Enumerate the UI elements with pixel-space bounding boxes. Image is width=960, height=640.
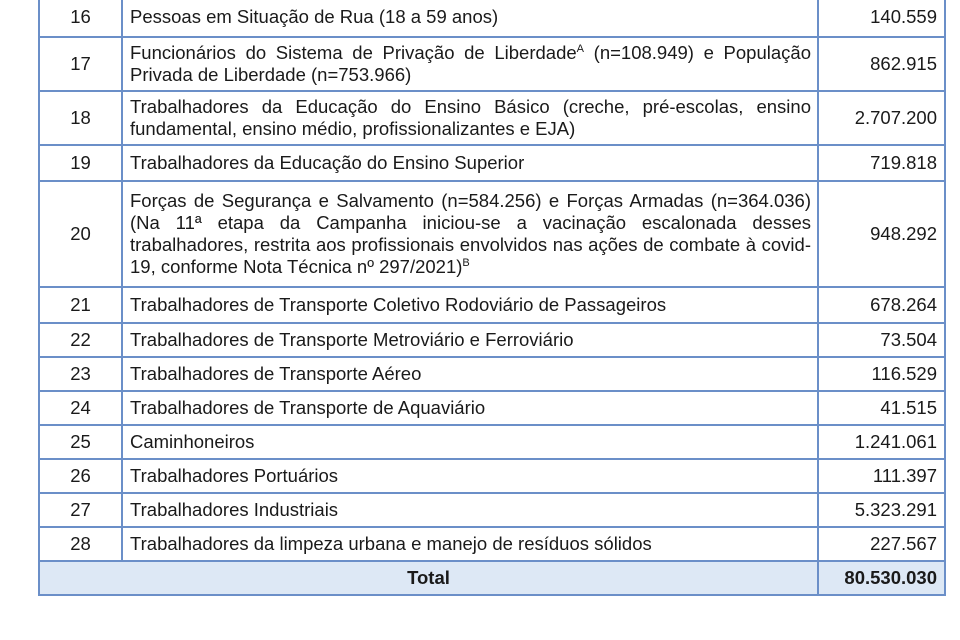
description-text: Trabalhadores de Transporte Aéreo	[130, 363, 422, 384]
description-text: Pessoas em Situação de Rua (18 a 59 anos)	[130, 6, 499, 27]
row-description	[122, 493, 818, 527]
table-row	[39, 181, 945, 287]
row-description	[122, 323, 818, 357]
description-text: Trabalhadores Industriais	[130, 499, 339, 520]
row-value: 719.818	[818, 145, 945, 181]
row-description	[122, 37, 818, 91]
row-description	[122, 425, 818, 459]
row-value: 227.567	[818, 527, 945, 561]
row-value: 2.707.200	[818, 91, 945, 145]
table-row	[39, 0, 945, 37]
row-value: 41.515	[818, 391, 945, 425]
table-row	[39, 459, 945, 493]
row-value: 1.241.061	[818, 425, 945, 459]
description-text-tail: (n=108.949) e População Privada de Liberdade (n=753.966)	[130, 42, 811, 85]
row-description	[122, 145, 818, 181]
description-text: Caminhoneiros	[130, 431, 255, 452]
table-row	[39, 145, 945, 181]
row-number: 18	[39, 91, 122, 145]
row-description	[122, 391, 818, 425]
table-body	[39, 0, 945, 595]
total-row	[39, 561, 945, 595]
row-description	[122, 459, 818, 493]
description-text: Trabalhadores de Transporte de Aquaviário	[130, 397, 486, 418]
row-number: 22	[39, 323, 122, 357]
row-description	[122, 181, 818, 287]
table-row	[39, 527, 945, 561]
table-row	[39, 357, 945, 391]
row-description	[122, 0, 818, 37]
row-value: 111.397	[818, 459, 945, 493]
row-number: 19	[39, 145, 122, 181]
description-text: Trabalhadores da Educação do Ensino Superior	[130, 152, 525, 173]
row-value: 862.915	[818, 37, 945, 91]
table-row	[39, 323, 945, 357]
row-description	[122, 287, 818, 323]
table-row	[39, 287, 945, 323]
row-description	[122, 527, 818, 561]
description-text: Funcionários do Sistema de Privação de Liberdade	[130, 42, 577, 63]
row-number: 21	[39, 287, 122, 323]
row-number: 17	[39, 37, 122, 91]
row-number: 27	[39, 493, 122, 527]
row-number: 25	[39, 425, 122, 459]
row-value: 5.323.291	[818, 493, 945, 527]
description-text: Trabalhadores Portuários	[130, 465, 339, 486]
description-text: Trabalhadores de Transporte Metroviário e Ferroviário	[130, 329, 574, 350]
row-number: 23	[39, 357, 122, 391]
row-description	[122, 91, 818, 145]
description-text: Forças de Segurança e Salvamento (n=584.256) e Forças Armadas (n=364.036) (Na 11ª etapa da Campanha iniciou-se a vacinação escalonada desses trabalhadores, restrita aos profissionais envolvidos nas ações de combate à covid-19, conforme Nota Técnica nº 297/2021)	[130, 190, 811, 277]
total-label: Total	[39, 561, 818, 595]
table-row	[39, 391, 945, 425]
footnote-marker: A	[576, 43, 585, 55]
description-text: Trabalhadores da limpeza urbana e manejo de resíduos sólidos	[130, 533, 652, 554]
description-text: Trabalhadores de Transporte Coletivo Rodoviário de Passageiros	[130, 294, 667, 315]
total-value: 80.530.030	[818, 561, 945, 595]
row-value: 73.504	[818, 323, 945, 357]
table-row	[39, 91, 945, 145]
table-row	[39, 425, 945, 459]
row-number: 26	[39, 459, 122, 493]
row-number: 16	[39, 0, 122, 37]
priority-groups-table	[38, 0, 946, 596]
footnote-marker: B	[462, 257, 470, 269]
table-row	[39, 493, 945, 527]
row-value: 678.264	[818, 287, 945, 323]
row-value: 948.292	[818, 181, 945, 287]
row-number: 28	[39, 527, 122, 561]
row-value: 140.559	[818, 0, 945, 37]
row-number: 20	[39, 181, 122, 287]
row-description	[122, 357, 818, 391]
table-row	[39, 37, 945, 91]
row-value: 116.529	[818, 357, 945, 391]
description-text: Trabalhadores da Educação do Ensino Básico (creche, pré-escolas, ensino fundamental, ensino médio, profissionalizantes e EJA)	[130, 96, 811, 139]
row-number: 24	[39, 391, 122, 425]
